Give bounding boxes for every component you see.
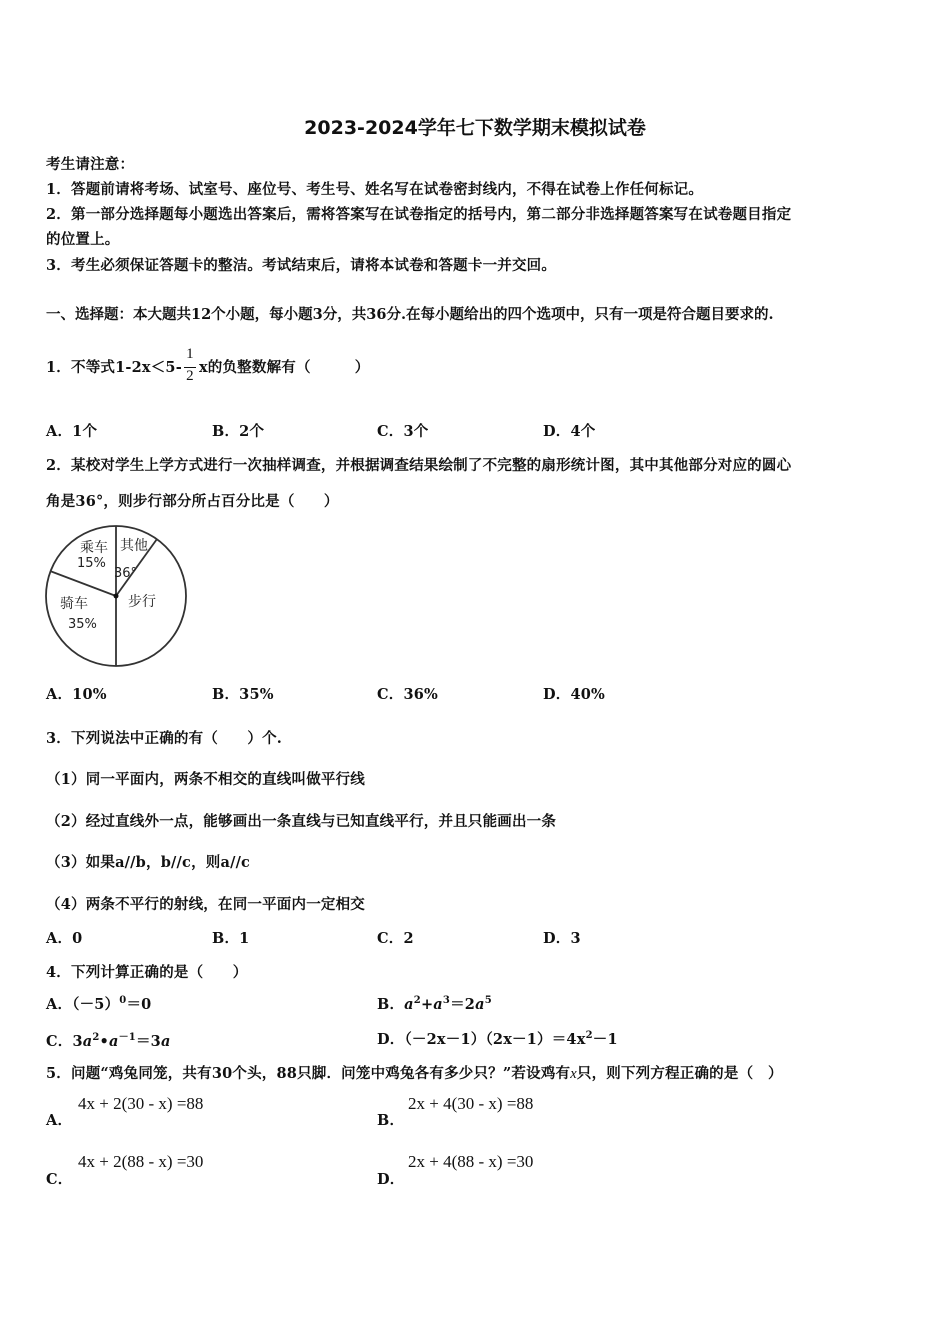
q4-option-d-exponent: 2 (585, 1030, 593, 1042)
q4-option-d-text: （－2x－1）（2x－1）＝4x (404, 1031, 586, 1048)
q4-option-a-result: ＝0 (126, 996, 152, 1013)
q3-option-d: D．3 (543, 930, 581, 947)
notice-item: 的位置上。 (46, 231, 120, 248)
pie-label-bus: 乘车 (80, 540, 108, 556)
pie-chart (40, 524, 195, 674)
fraction-numerator: 1 (186, 346, 194, 362)
notice-item: 3．考生必须保证答题卡的整洁。考试结束后，请将本试卷和答题卡一并交回。 (46, 257, 557, 274)
q1-option-b: B．2个 (212, 423, 265, 440)
question-2-line1: 2．某校对学生上学方式进行一次抽样调查，并根据调查结果绘制了不完整的扇形统计图，其中其他部分对应的圆心 (46, 457, 792, 474)
q1-option-a: A．1个 (46, 423, 98, 440)
q5-option-d-equation: 2x + 4(88 - x) =30 (408, 1152, 534, 1171)
q1-stem-prefix: 1．不等式1-2x＜5- (46, 359, 182, 376)
q5-option-c-equation: 4x + 2(88 - x) =30 (78, 1152, 204, 1171)
question-4-stem: 4．下列计算正确的是（ ） (46, 964, 248, 981)
q4-option-b: B．$a^2+a^3=2a^5$ (377, 995, 492, 1013)
q5-variable: x (570, 1066, 577, 1082)
q3-option-c: C．2 (377, 930, 414, 947)
q5-option-c-label: C． (46, 1171, 73, 1188)
q4-option-c-label: C． (46, 1032, 73, 1050)
q5-option-d-label: D． (377, 1171, 405, 1188)
pie-label-other-angle: 36° (114, 566, 138, 581)
q3-statement: （1）同一平面内，两条不相交的直线叫做平行线 (46, 771, 365, 788)
q4-option-d (377, 1028, 618, 1049)
q4-option-a-exponent: 0 (119, 995, 127, 1007)
fraction (184, 348, 196, 388)
q5-option-b-equation: 2x + 4(30 - x) =88 (408, 1094, 534, 1113)
q1-option-d: D．4个 (543, 423, 596, 440)
pie-label-bike-percent: 35% (68, 617, 97, 632)
q5-option-a-label: A． (46, 1112, 73, 1129)
question-1-stem (46, 348, 369, 388)
fraction-denominator: 2 (186, 368, 194, 384)
q5-stem-prefix: 5．问题“鸡兔同笼，共有30个头，88只脚．问笼中鸡兔各有多少只？”若设鸡有 (46, 1065, 571, 1082)
q5-stem-suffix: 只，则下列方程正确的是（ ） (576, 1065, 783, 1082)
q5-option-b-label: B． (377, 1112, 405, 1129)
pie-label-other: 其他 (120, 538, 148, 554)
q3-option-b: B．1 (212, 930, 250, 947)
q3-statement: （3）如果a//b，b//c，则a//c (46, 854, 251, 871)
q4-option-a-text: （－5） (72, 996, 120, 1013)
q4-option-a (46, 993, 151, 1014)
q3-statement: （2）经过直线外一点，能够画出一条直线与已知直线平行，并且只能画出一条 (46, 813, 557, 830)
notice-heading: 考生请注意： (46, 156, 135, 173)
q4-option-b-label: B． (377, 996, 405, 1013)
page-title: 2023-2024学年七下数学期末模拟试卷 (304, 117, 646, 139)
pie-label-bike: 骑车 (60, 596, 88, 612)
q5-option-a-equation: 4x + 2(30 - x) =88 (78, 1094, 204, 1113)
pie-label-bus-percent: 15% (77, 556, 106, 571)
pie-center (114, 594, 119, 599)
q2-option-c: C．36% (377, 686, 438, 703)
q2-option-a: A．10% (46, 686, 107, 703)
q1-stem-suffix: x的负整数解有（ ） (198, 359, 370, 376)
notice-item: 1．答题前请将考场、试室号、座位号、考生号、姓名写在试卷密封线内，不得在试卷上作任何标记。 (46, 181, 704, 198)
question-5-stem (46, 1062, 783, 1083)
q2-option-b: B．35% (212, 686, 274, 703)
q3-statement: （4）两条不平行的射线，在同一平面内一定相交 (46, 896, 365, 913)
q4-option-c: C．$3a^2•a^{-1}=3a$ (46, 1032, 171, 1050)
q4-option-a-label: A． (46, 996, 73, 1013)
q4-option-d-result: －1 (592, 1031, 618, 1048)
section-heading: 一、选择题：本大题共12个小题，每小题3分，共36分.在每小题给出的四个选项中，只有一项是符合题目要求的. (46, 306, 774, 323)
q3-option-a: A．0 (46, 930, 83, 947)
question-2-line2: 角是36°，则步行部分所占百分比是（ ） (46, 493, 339, 510)
question-3-stem: 3．下列说法中正确的有（ ）个. (46, 730, 283, 747)
q1-option-c: C．3个 (377, 423, 429, 440)
q4-option-d-label: D． (377, 1031, 405, 1048)
notice-item: 2．第一部分选择题每小题选出答案后，需将答案写在试卷指定的括号内，第二部分非选择题答案写在试卷题目指定 (46, 206, 792, 223)
pie-label-walk: 步行 (128, 594, 156, 610)
q2-option-d: D．40% (543, 686, 606, 703)
